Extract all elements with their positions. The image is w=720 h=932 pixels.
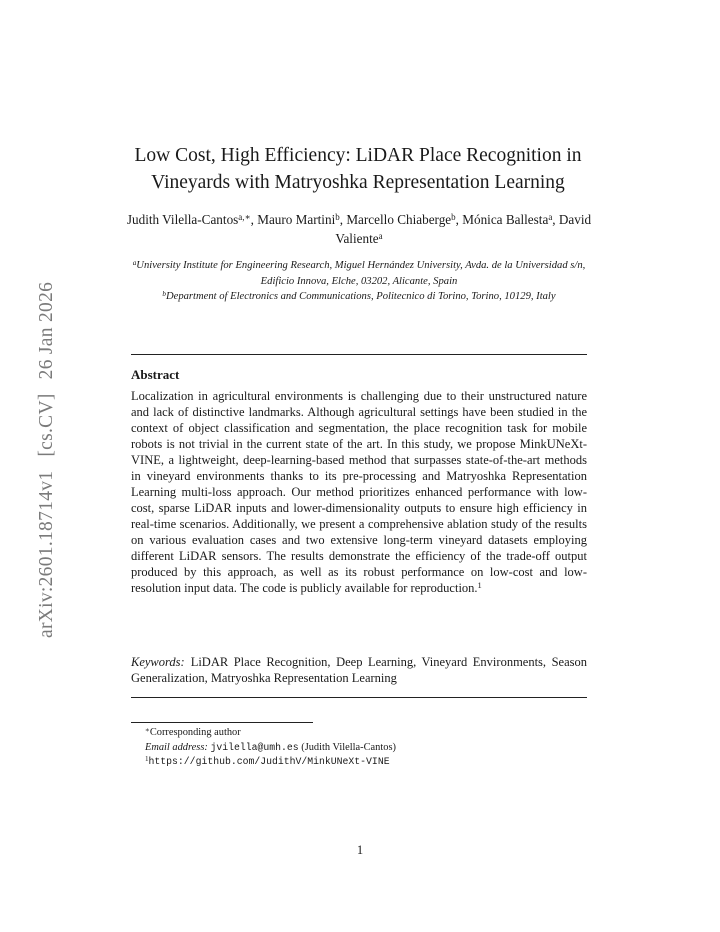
author: Judith Vilella-Cantos$^{a,∗}$, [126, 211, 258, 227]
title-line-1: Low Cost, High Efficiency: LiDAR Place Recognition in [134, 145, 582, 166]
arxiv-id: arXiv:2601.18714v1 [36, 470, 57, 638]
title-line-2: Vineyards with Matryoshka Representation Learning [151, 172, 565, 193]
footnote-ref: 1 [477, 580, 482, 591]
footnote-url: $^1$https://github.com/JudithV/MinkUNeXt-VINE [145, 754, 390, 767]
abstract-text: Localization in agricultural environments is challenging due to their unstructured nature and lack of distinctive landmarks. Although agricultural settings have been studied in the context of object classification and segmentation, the place recognition task for mobile robots is not trivial in the current state of the art. In this study, we propose MinkUNeXt-VINE, a lightweight, deep-learning-based method that surpasses state-of-the-art methods in vineyard environments thanks to its pre-processing and Matryoshka Representation Learning multi-loss approach. Our method prioritizes enhanced performance with low-cost, sparse LiDAR inputs and lower-dimensionality outputs to ensure high efficiency in real-time scenarios. Additionally, we present a comprehensive ablation study of the results on various evaluation cases and two extensive long-term vineyard datasets employing different LiDAR sensors. The results demonstrate the efficiency of the trade-off output produced by this approach, as well as its robust performance on low-cost and low-resolution input data. The code is publicly available for reproduction.$^1$ [131, 389, 587, 595]
affiliation-a: $^a$University Institute for Engineering Research, Miguel Hernández University, Avda. de la Universidad s/n, Edificio Innova, Elche, 03202, Alicante, Spain [132, 258, 586, 287]
footnote-corresponding: ∗Corresponding author [145, 725, 241, 738]
footnote-email: Email address: jvilella@umh.es (Judith Vilella-Cantos) [145, 741, 396, 753]
keywords-label: Keywords: [131, 655, 185, 669]
footnotes [131, 726, 587, 770]
arxiv-category: [cs.CV] [36, 393, 57, 457]
keywords-text: LiDAR Place Recognition, Deep Learning, Vineyard Environments, Season Generalization, Matryoshka Representation Learning [131, 655, 587, 685]
abstract-heading: Abstract [131, 367, 180, 382]
abstract-top-rule [131, 354, 587, 355]
author: Marcello Chiaberge$^b$, [346, 211, 463, 227]
arxiv-date: 26 Jan 2026 [36, 281, 57, 380]
keywords [131, 654, 587, 686]
code-url-link[interactable]: https://github.com/JudithV/MinkUNeXt-VINE [148, 756, 390, 767]
page-number: 1 [356, 843, 364, 857]
author-list [120, 210, 598, 248]
author: David Valiente$^a$ [335, 212, 592, 246]
author: Mauro Martini$^b$, [257, 211, 347, 227]
arxiv-identifier [36, 268, 58, 638]
footnote-rule [131, 722, 313, 723]
author: Mónica Ballesta$^a$, [462, 211, 559, 227]
affiliation-b: $^b$Department of Electronics and Communications, Politecnico di Torino, Torino, 10129, Italy [162, 289, 556, 303]
affiliations [128, 258, 590, 305]
paper-title [110, 142, 606, 196]
abstract-bottom-rule [131, 697, 587, 698]
email-link[interactable]: jvilella@umh.es [210, 741, 299, 753]
